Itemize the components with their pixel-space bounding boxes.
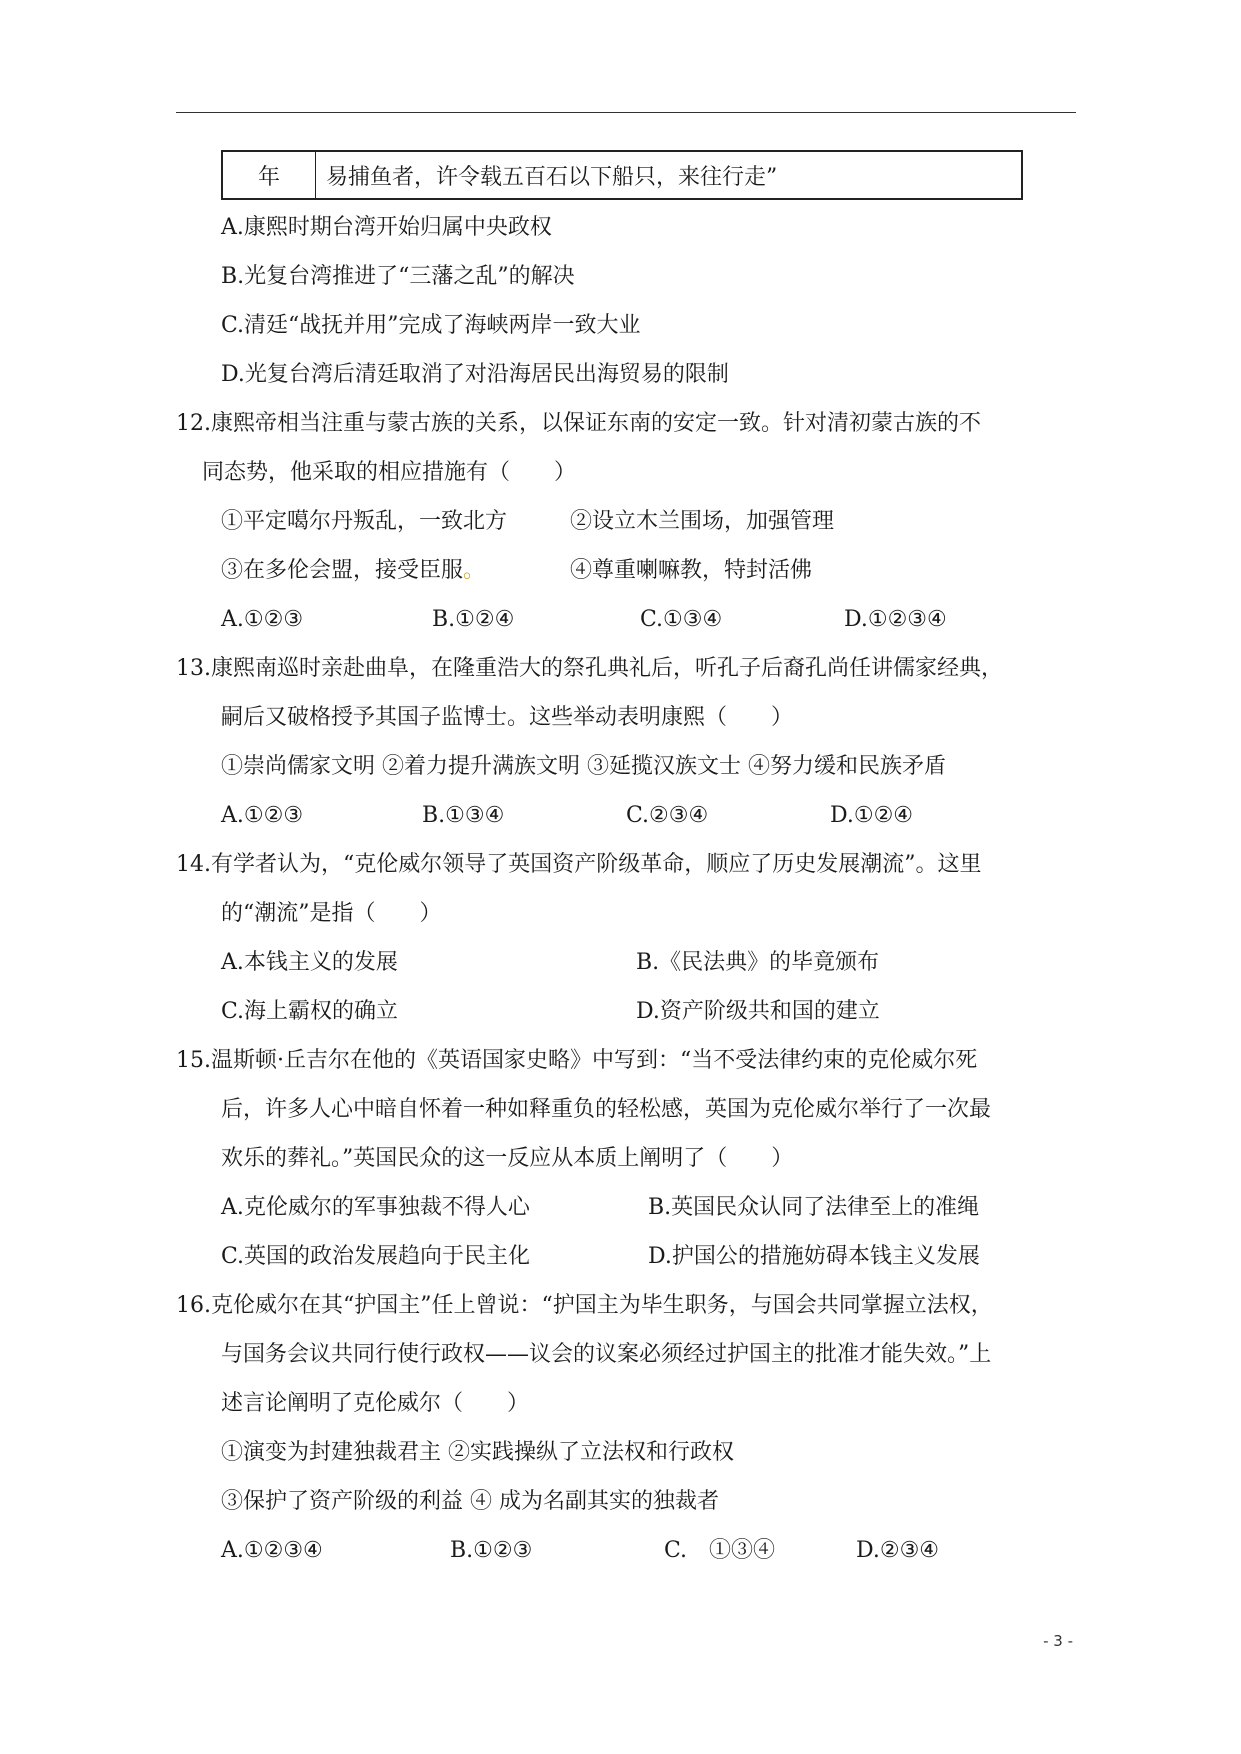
q15-option-d: D.护国公的措施妨碍本钱主义发展: [648, 1244, 980, 1269]
table-cell-text: 易捕鱼者，许令载五百石以下船只，来往行走”: [316, 151, 1023, 199]
q11-option-a: A.康熙时期台湾开始归属中央政权: [221, 215, 552, 240]
q16-option-c: C. ①③④: [664, 1538, 776, 1563]
q13-option-c: C.②③④: [626, 803, 709, 828]
q16-stem-line3: 述言论阐明了克伦威尔（ ）: [221, 1391, 530, 1416]
q12-item-4: ④尊重喇嘛教，特封活佛: [570, 558, 813, 583]
q15-stem-line2: 后，许多人心中暗自怀着一种如释重负的轻松感，英国为克伦威尔举行了一次最: [221, 1097, 992, 1122]
q12-option-a: A.①②③: [221, 607, 304, 632]
q13-option-a: A.①②③: [221, 803, 304, 828]
q16-option-b: B.①②③: [450, 1538, 533, 1563]
q16-items-line2: ③保护了资产阶级的利益 ④ 成为名副其实的独裁者: [221, 1489, 719, 1514]
q12-item-3-text: ③在多伦会盟，接受臣服: [221, 558, 464, 583]
q12-stem-line2: 同态势，他采取的相应措施有（ ）: [202, 460, 577, 485]
q13-stem-line2: 嗣后又破格授予其国子监博士。这些举动表明康熙（ ）: [221, 705, 794, 730]
q14-option-c: C.海上霸权的确立: [221, 999, 399, 1024]
q12-item-3-dot: 。: [463, 558, 486, 583]
q12-item-3: [221, 556, 485, 586]
q16-stem-line2: 与国务会议共同行使行政权——议会的议案必须经过护国主的批准才能失效。”上: [221, 1342, 992, 1367]
q11-option-c: C.清廷“战抚并用”完成了海峡两岸一致大业: [221, 313, 641, 338]
q16-option-d: D.②③④: [856, 1538, 940, 1563]
q13-option-b: B.①③④: [422, 803, 505, 828]
q11-option-b: B.光复台湾推进了“三藩之乱”的解决: [221, 264, 575, 289]
q15-stem-line3: 欢乐的葬礼。”英国民众的这一反应从本质上阐明了（ ）: [221, 1146, 794, 1171]
q12-option-d: D.①②③④: [844, 607, 947, 632]
q14-stem-line1: 14.有学者认为，“克伦威尔领导了英国资产阶级革命，顺应了历史发展潮流”。这里: [176, 852, 982, 877]
q13-option-d: D.①②④: [830, 803, 914, 828]
source-table: [221, 150, 1023, 200]
q12-stem-line1: 12.康熙帝相当注重与蒙古族的关系，以保证东南的安定一致。针对清初蒙古族的不: [176, 411, 981, 436]
q13-stem-line1: 13.康熙南巡时亲赴曲阜，在隆重浩大的祭孔典礼后，听孔子后裔孔尚任讲儒家经典，: [176, 656, 1003, 681]
q12-item-1: ①平定噶尔丹叛乱，一致北方: [221, 509, 508, 534]
q11-option-d: D.光复台湾后清廷取消了对沿海居民出海贸易的限制: [221, 362, 729, 387]
q13-items: ①崇尚儒家文明 ②着力提升满族文明 ③延揽汉族文士 ④努力缓和民族矛盾: [221, 754, 946, 779]
q16-option-a: A.①②③④: [221, 1538, 323, 1563]
q12-option-b: B.①②④: [432, 607, 515, 632]
q15-option-b: B.英国民众认同了法律至上的准绳: [648, 1195, 980, 1220]
table-cell-year: 年: [222, 151, 316, 199]
page-number: - 3 -: [1043, 1632, 1073, 1650]
q15-option-c: C.英国的政治发展趋向于民主化: [221, 1244, 531, 1269]
q16-items-line1: ①演变为封建独裁君主 ②实践操纵了立法权和行政权: [221, 1440, 734, 1465]
q12-item-2: ②设立木兰围场，加强管理: [570, 509, 835, 534]
header-rule: [176, 112, 1076, 113]
q14-stem-line2: 的“潮流”是指（ ）: [221, 901, 442, 926]
q16-stem-line1: 16.克伦威尔在其“护国主”任上曾说：“护国主为毕生职务，与国会共同掌握立法权，: [176, 1293, 993, 1318]
q15-stem-line1: 15.温斯顿·丘吉尔在他的《英语国家史略》中写到：“当不受法律约束的克伦威尔死: [176, 1048, 978, 1073]
q14-option-a: A.本钱主义的发展: [221, 950, 398, 975]
q15-option-a: A.克伦威尔的军事独裁不得人心: [221, 1195, 530, 1220]
q14-option-d: D.资产阶级共和国的建立: [636, 999, 880, 1024]
q14-option-b: B.《民法典》的毕竟颁布: [636, 950, 880, 975]
q12-option-c: C.①③④: [640, 607, 723, 632]
